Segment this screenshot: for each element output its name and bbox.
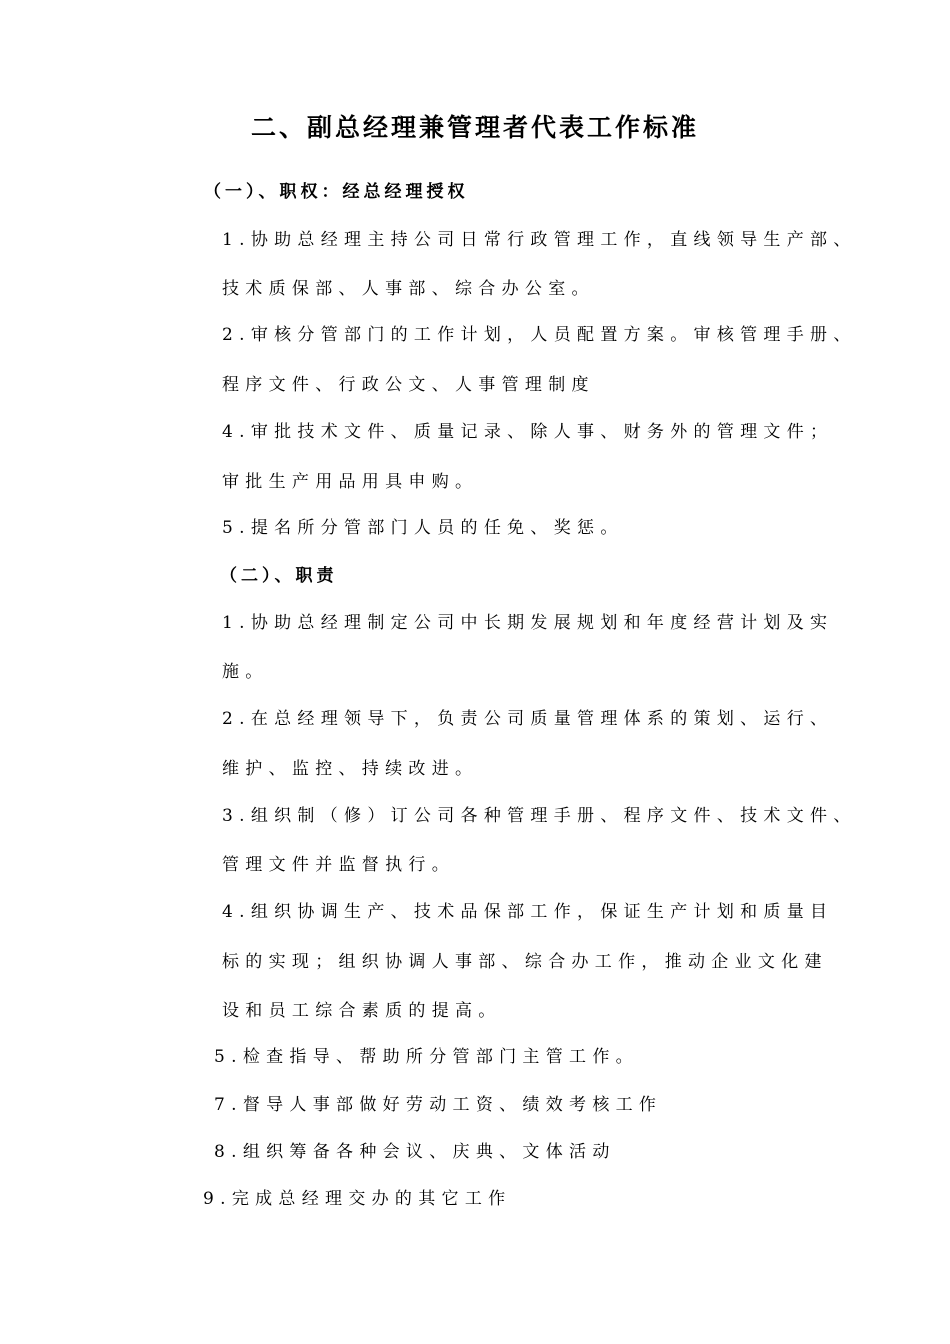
authority-line-7: 5.提名所分管部门人员的任免、奖惩。 — [222, 518, 624, 538]
authority-line-2: 技术质保部、人事部、综合办公室。 — [222, 279, 595, 299]
duty-line-9: 设和员工综合素质的提高。 — [222, 1001, 502, 1021]
authority-line-1: 1.协助总经理主持公司日常行政管理工作，直线领导生产部、 — [222, 230, 857, 250]
authority-line-5: 4.审批技术文件、质量记录、除人事、财务外的管理文件； — [222, 422, 834, 442]
duty-line-3: 2.在总经理领导下，负责公司质量管理体系的策划、运行、 — [222, 709, 834, 729]
duty-line-11: 7.督导人事部做好劳动工资、绩效考核工作 — [214, 1095, 663, 1115]
section-heading-duties: （二）、职责 — [220, 566, 338, 586]
duty-line-4: 维护、监控、持续改进。 — [222, 759, 479, 779]
duty-line-13: 9.完成总经理交办的其它工作 — [203, 1189, 512, 1209]
duty-line-8: 标的实现；组织协调人事部、综合办工作，推动企业文化建 — [222, 952, 828, 972]
duty-line-5: 3.组织制（修）订公司各种管理手册、程序文件、技术文件、 — [222, 806, 857, 826]
duty-line-7: 4.组织协调生产、技术品保部工作，保证生产计划和质量目 — [222, 902, 834, 922]
section-heading-authority: （一）、职权：经总经理授权 — [204, 182, 469, 202]
duty-line-1: 1.协助总经理制定公司中长期发展规划和年度经营计划及实 — [222, 613, 834, 633]
authority-line-4: 程序文件、行政公文、人事管理制度 — [222, 375, 595, 395]
duty-line-6: 管理文件并监督执行。 — [222, 855, 455, 875]
authority-line-3: 2.审核分管部门的工作计划，人员配置方案。审核管理手册、 — [222, 325, 857, 345]
duty-line-10: 5.检查指导、帮助所分管部门主管工作。 — [214, 1047, 639, 1067]
authority-line-6: 审批生产用品用具申购。 — [222, 472, 479, 492]
duty-line-12: 8.组织筹备各种会议、庆典、文体活动 — [214, 1142, 616, 1162]
duty-line-2: 施。 — [222, 662, 269, 682]
document-title: 二、副总经理兼管理者代表工作标准 — [250, 113, 699, 142]
